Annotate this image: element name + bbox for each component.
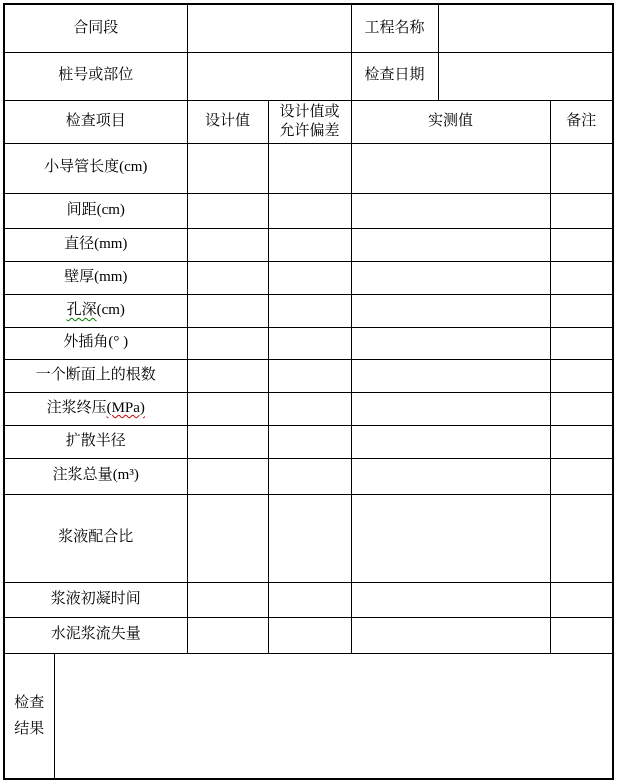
contract-section-label: 合同段 bbox=[4, 4, 187, 52]
table-row bbox=[4, 359, 613, 392]
table-row bbox=[4, 582, 613, 617]
item-label-cell bbox=[4, 392, 187, 425]
measured-value-cell[interactable] bbox=[351, 193, 550, 228]
inspection-date-label: 检查日期 bbox=[351, 52, 438, 100]
column-header-measured-value: 实测值 bbox=[351, 100, 550, 143]
design-value-cell[interactable] bbox=[187, 458, 268, 494]
item-label: 注浆总量 bbox=[52, 467, 113, 484]
design-or-deviation-cell[interactable] bbox=[268, 228, 351, 261]
table-row bbox=[4, 617, 613, 653]
info-row bbox=[4, 4, 613, 52]
table-row bbox=[4, 425, 613, 458]
inspection-form-table bbox=[3, 3, 614, 780]
project-name-label: 工程名称 bbox=[351, 4, 438, 52]
table-row bbox=[4, 494, 613, 582]
column-header-design-or-deviation-line2: 允许偏差 bbox=[279, 122, 340, 139]
contract-section-value-cell[interactable] bbox=[187, 4, 351, 52]
design-or-deviation-cell[interactable] bbox=[268, 617, 351, 653]
item-label-cell bbox=[4, 294, 187, 327]
item-label-cell bbox=[4, 582, 187, 617]
item-label-cell bbox=[4, 458, 187, 494]
item-label: 间距 bbox=[66, 201, 97, 218]
design-value-cell[interactable] bbox=[187, 425, 268, 458]
table-row bbox=[4, 143, 613, 193]
design-or-deviation-cell[interactable] bbox=[268, 359, 351, 392]
inspection-result-label bbox=[4, 653, 54, 779]
design-or-deviation-cell[interactable] bbox=[268, 582, 351, 617]
item-label: 扩散半径 bbox=[65, 432, 126, 449]
design-or-deviation-cell[interactable] bbox=[268, 193, 351, 228]
remark-cell[interactable] bbox=[550, 294, 613, 327]
measured-value-cell[interactable] bbox=[351, 392, 550, 425]
item-unit: (cm) bbox=[96, 201, 125, 218]
measured-value-cell[interactable] bbox=[351, 143, 550, 193]
column-header-remark: 备注 bbox=[550, 100, 613, 143]
item-unit: (MPa) bbox=[106, 399, 145, 416]
measured-value-cell[interactable] bbox=[351, 425, 550, 458]
remark-cell[interactable] bbox=[550, 327, 613, 359]
design-value-cell[interactable] bbox=[187, 359, 268, 392]
design-value-cell[interactable] bbox=[187, 228, 268, 261]
item-label-cell bbox=[4, 143, 187, 193]
inspection-result-label-line2: 结果 bbox=[14, 720, 45, 737]
design-or-deviation-cell[interactable] bbox=[268, 143, 351, 193]
column-header-design-or-deviation-line1: 设计值或 bbox=[279, 103, 340, 120]
item-label: 直径 bbox=[64, 235, 95, 252]
item-label: 注浆终压 bbox=[46, 399, 107, 416]
remark-cell[interactable] bbox=[550, 228, 613, 261]
table-row bbox=[4, 458, 613, 494]
info-row bbox=[4, 52, 613, 100]
table-row bbox=[4, 193, 613, 228]
design-value-cell[interactable] bbox=[187, 494, 268, 582]
design-value-cell[interactable] bbox=[187, 582, 268, 617]
column-header-item: 检查项目 bbox=[4, 100, 187, 143]
table-row bbox=[4, 294, 613, 327]
inspection-date-value-cell[interactable] bbox=[438, 52, 613, 100]
measured-value-cell[interactable] bbox=[351, 582, 550, 617]
item-unit: (m³) bbox=[112, 467, 139, 484]
design-value-cell[interactable] bbox=[187, 143, 268, 193]
remark-cell[interactable] bbox=[550, 143, 613, 193]
measured-value-cell[interactable] bbox=[351, 359, 550, 392]
station-or-location-label: 桩号或部位 bbox=[4, 52, 187, 100]
design-value-cell[interactable] bbox=[187, 327, 268, 359]
remark-cell[interactable] bbox=[550, 193, 613, 228]
item-label-cell bbox=[4, 327, 187, 359]
remark-cell[interactable] bbox=[550, 494, 613, 582]
column-header-design-or-deviation bbox=[268, 100, 351, 143]
design-or-deviation-cell[interactable] bbox=[268, 494, 351, 582]
item-unit: (cm) bbox=[119, 159, 148, 176]
measured-value-cell[interactable] bbox=[351, 228, 550, 261]
item-unit: (mm) bbox=[94, 235, 128, 252]
item-unit: (mm) bbox=[94, 268, 128, 285]
design-or-deviation-cell[interactable] bbox=[268, 294, 351, 327]
item-unit: (° ) bbox=[108, 334, 129, 351]
table-row bbox=[4, 392, 613, 425]
item-label-cell bbox=[4, 261, 187, 294]
remark-cell[interactable] bbox=[550, 359, 613, 392]
column-header-design-value: 设计值 bbox=[187, 100, 268, 143]
item-label: 水泥浆流失量 bbox=[50, 626, 141, 643]
measured-value-cell[interactable] bbox=[351, 294, 550, 327]
item-label: 浆液初凝时间 bbox=[50, 590, 141, 607]
inspection-result-label-line1: 检查 bbox=[14, 694, 45, 711]
item-label-cell bbox=[4, 228, 187, 261]
measured-value-cell[interactable] bbox=[351, 327, 550, 359]
design-value-cell[interactable] bbox=[187, 294, 268, 327]
design-or-deviation-cell[interactable] bbox=[268, 425, 351, 458]
header-row bbox=[4, 100, 613, 143]
design-value-cell[interactable] bbox=[187, 261, 268, 294]
design-or-deviation-cell[interactable] bbox=[268, 392, 351, 425]
item-label: 孔深 bbox=[66, 301, 97, 318]
remark-cell[interactable] bbox=[550, 425, 613, 458]
remark-cell[interactable] bbox=[550, 261, 613, 294]
measured-value-cell[interactable] bbox=[351, 617, 550, 653]
remark-cell[interactable] bbox=[550, 458, 613, 494]
inspection-result-content-cell[interactable] bbox=[54, 653, 613, 779]
item-label-cell bbox=[4, 494, 187, 582]
design-value-cell[interactable] bbox=[187, 193, 268, 228]
item-label: 外插角 bbox=[63, 334, 109, 351]
item-unit: (cm) bbox=[96, 301, 125, 318]
design-or-deviation-cell[interactable] bbox=[268, 261, 351, 294]
design-value-cell[interactable] bbox=[187, 392, 268, 425]
item-label-cell bbox=[4, 617, 187, 653]
result-row bbox=[4, 653, 613, 779]
measured-value-cell[interactable] bbox=[351, 261, 550, 294]
remark-cell[interactable] bbox=[550, 392, 613, 425]
design-or-deviation-cell[interactable] bbox=[268, 327, 351, 359]
item-label-cell bbox=[4, 425, 187, 458]
design-value-cell[interactable] bbox=[187, 617, 268, 653]
item-label: 一个断面上的根数 bbox=[35, 366, 156, 383]
item-label: 小导管长度 bbox=[44, 159, 120, 176]
item-label-cell bbox=[4, 193, 187, 228]
remark-cell[interactable] bbox=[550, 582, 613, 617]
table-row bbox=[4, 228, 613, 261]
measured-value-cell[interactable] bbox=[351, 494, 550, 582]
design-or-deviation-cell[interactable] bbox=[268, 458, 351, 494]
item-label: 壁厚 bbox=[64, 268, 95, 285]
remark-cell[interactable] bbox=[550, 617, 613, 653]
table-row bbox=[4, 327, 613, 359]
item-label: 浆液配合比 bbox=[58, 529, 134, 546]
item-label-cell bbox=[4, 359, 187, 392]
station-or-location-value-cell[interactable] bbox=[187, 52, 351, 100]
table-row bbox=[4, 261, 613, 294]
measured-value-cell[interactable] bbox=[351, 458, 550, 494]
project-name-value-cell[interactable] bbox=[438, 4, 613, 52]
